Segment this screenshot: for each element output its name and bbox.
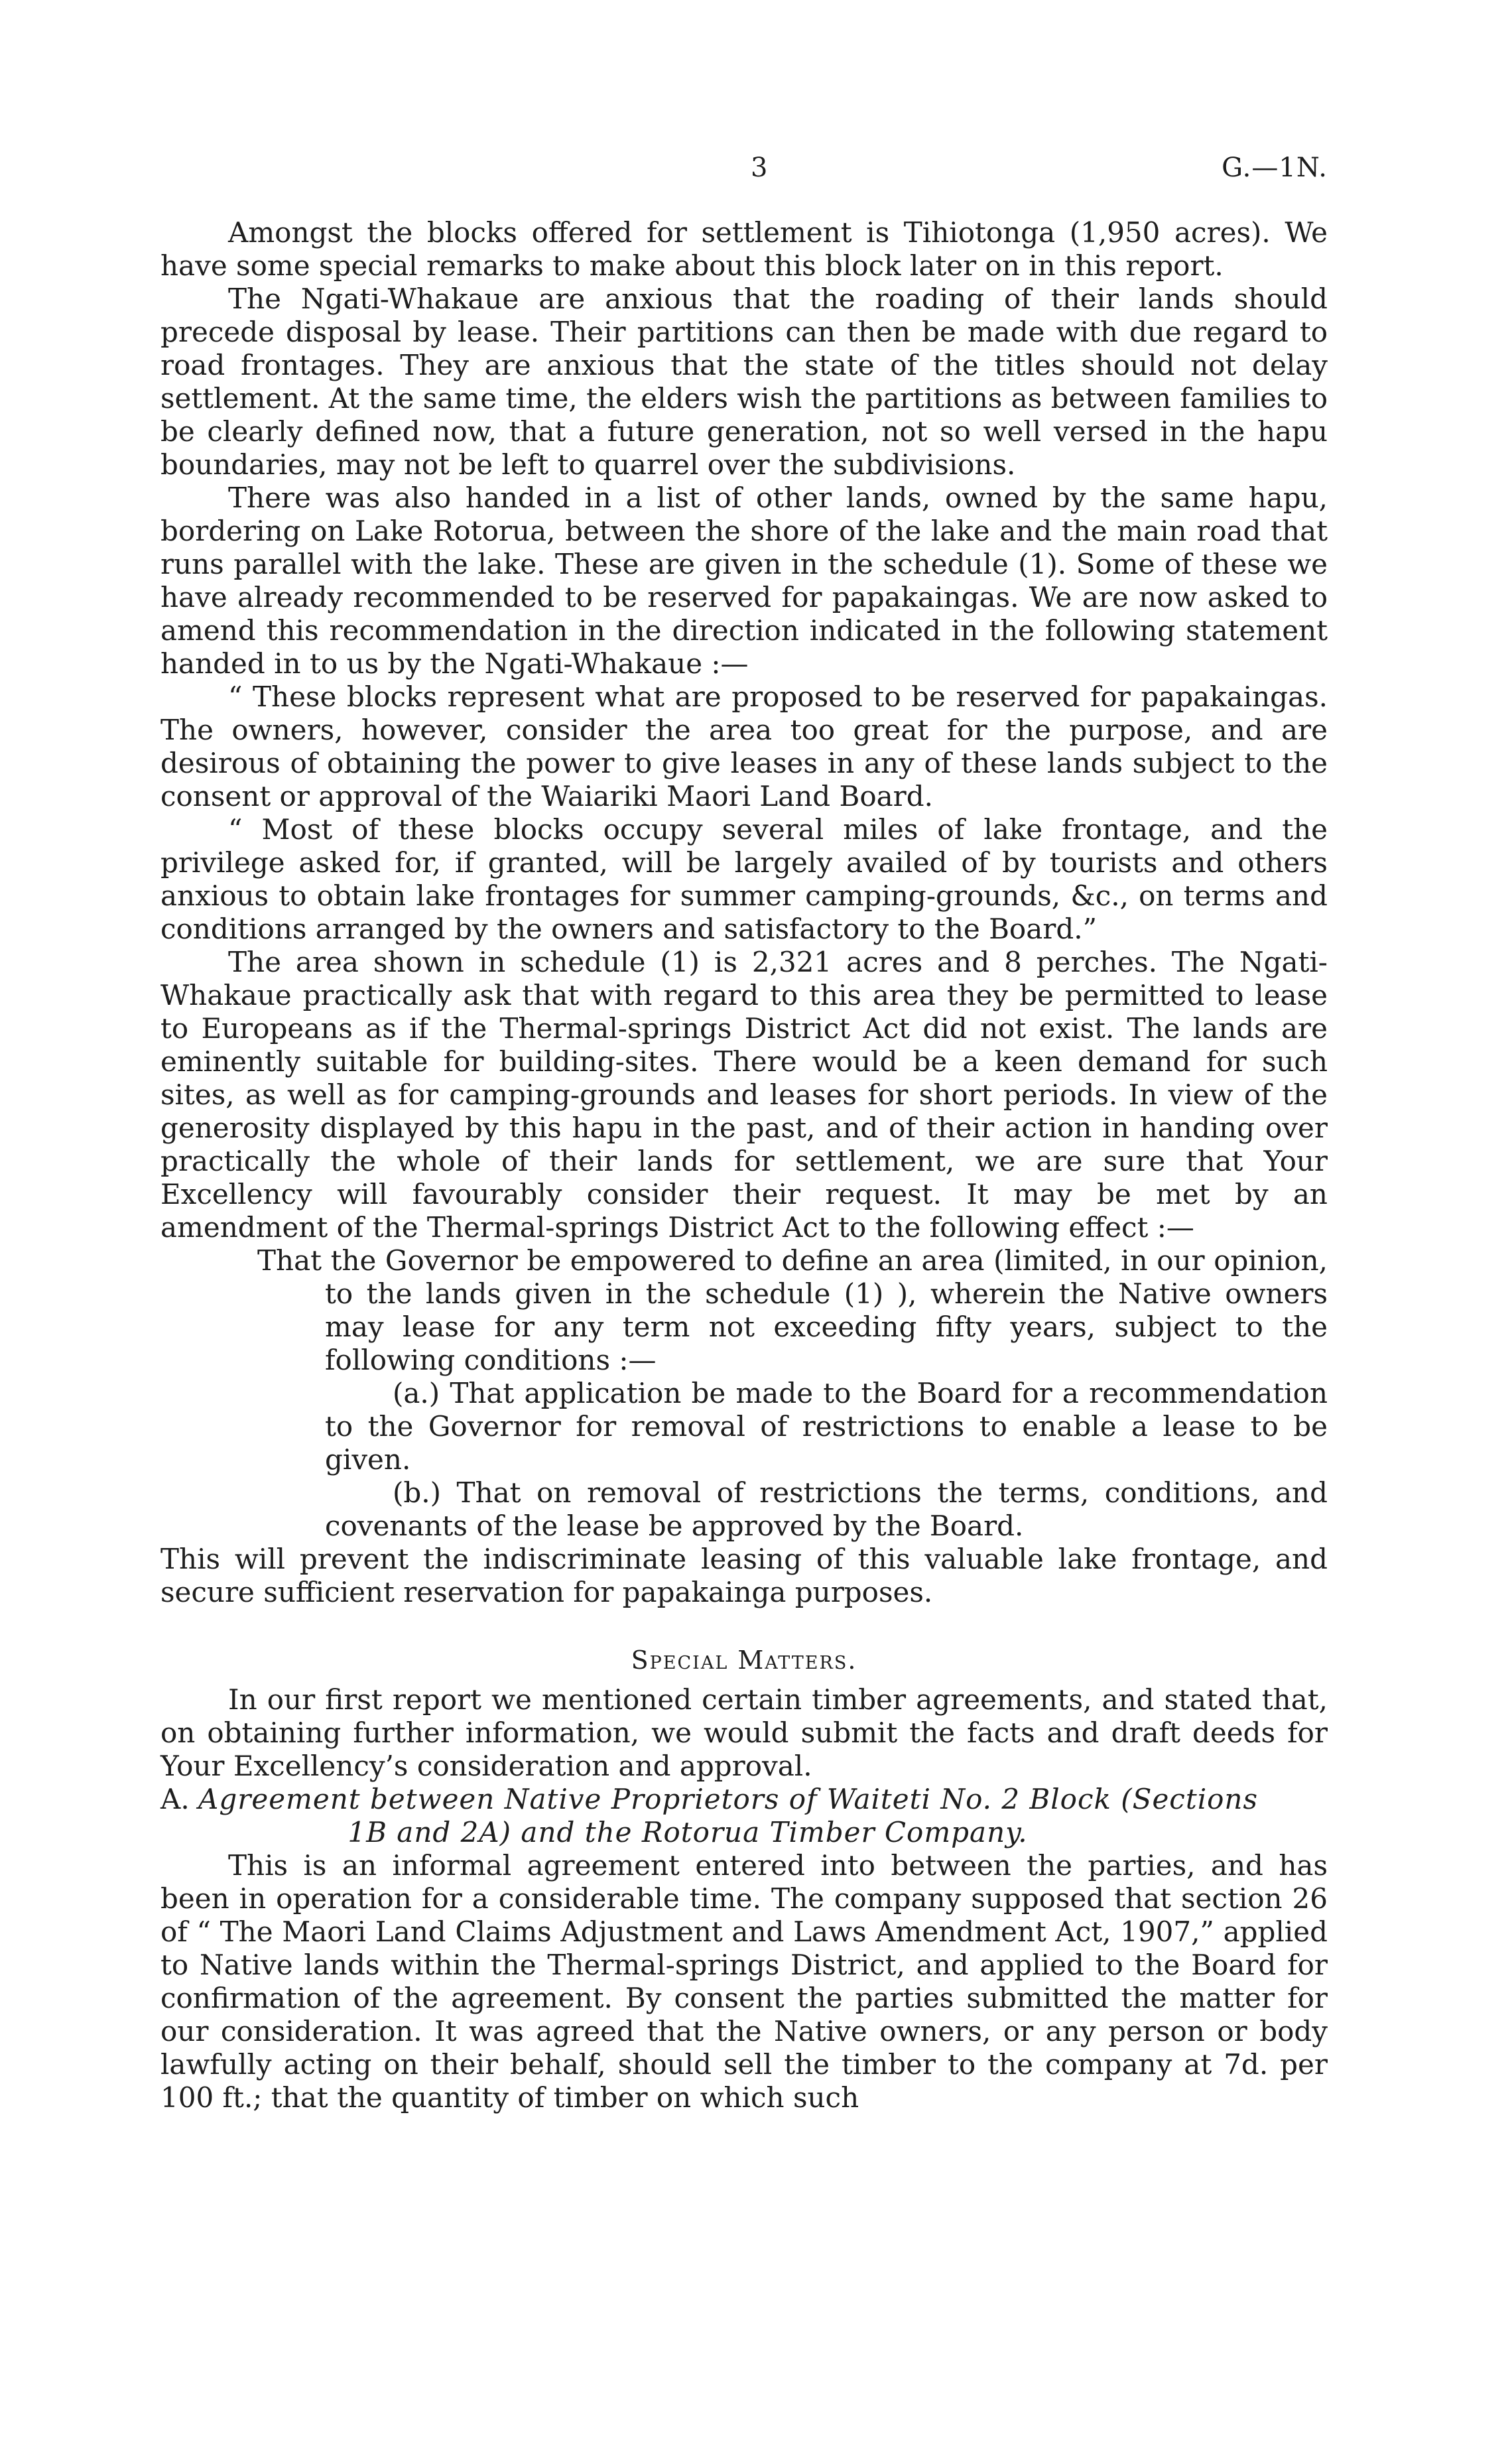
quoted-paragraph: “ Most of these blocks occupy several miles of lake frontage, and the privilege asked for, if granted, will be largely availed of by tourists and others anxious to obtain lake frontages for summer camping-grounds, &c., on terms and conditions arranged by the owners and satisfactory to the Board.” [160, 813, 1328, 945]
page-header [160, 153, 1328, 192]
proposed-amendment: That the Governor be empowered to define an area (limited, in our opinion, to the lands given in the schedule (1) ), wherein the Native owners may lease for any term not exceeding fifty years, subject to the following conditions :— [257, 1244, 1328, 1376]
condition-b: (b.) That on removal of restrictions the terms, conditions, and covenants of the lease be approved by the Board. [325, 1476, 1328, 1542]
paragraph: The area shown in schedule (1) is 2,321 acres and 8 perches. The Ngati-Whakaue practically ask that with regard to this area they be permitted to lease to Europeans as if the Thermal-springs District Act did not exist. The lands are eminently suitable for building-sites. There would be a keen demand for such sites, as well as for camping-grounds and leases for short periods. In view of the generosity displayed by this hapu in the past, and of their action in handing over practically the whole of their lands for settlement, we are sure that Your Excellency will favourably consider their request. It may be met by an amendment of the Thermal-springs District Act to the following effect :— [160, 946, 1328, 1244]
quoted-paragraph: “ These blocks represent what are proposed to be reserved for papakaingas. The owners, however, consider the area too great for the purpose, and are desirous of obtaining the power to give leases in any of these lands subject to the consent or approval of the Waiariki Maori Land Board. [160, 680, 1328, 812]
paragraph: There was also handed in a list of other lands, owned by the same hapu, bordering on Lake Rotorua, between the shore of the lake and the main road that runs parallel with the lake. These are given in the schedule (1). Some of these we have already recommended to be reserved for papakaingas. We are now asked to amend this recommendation in the direction indicated in the following statement handed in to us by the Ngati-Whakaue :— [160, 482, 1328, 680]
paragraph: In our first report we mentioned certain timber agreements, and stated that, on obtaining further information, we would submit the facts and draft deeds for Your Excellency’s consideration and approval. [160, 1683, 1328, 1782]
paragraph: The Ngati-Whakaue are anxious that the roading of their lands should precede disposal by lease. Their partitions can then be made with due regard to road frontages. They are anxious that the state of the titles should not delay settlement. At the same time, the elders wish the partitions as between families to be clearly defined now, that a future generation, not so well versed in the hapu boundaries, may not be left to quarrel over the subdivisions. [160, 283, 1328, 481]
subsection-heading [160, 1783, 1328, 1849]
subsection-letter: A. [160, 1783, 190, 1815]
paragraph: This will prevent the indiscriminate leasing of this valuable lake frontage, and secure sufficient reservation for papakainga purposes. [160, 1543, 1328, 1608]
paragraph: Amongst the blocks offered for settlement is Tihiotonga (1,950 acres). We have some special remarks to make about this block later on in this report. [160, 216, 1328, 282]
paper-reference: G.—1N. [1222, 153, 1328, 183]
document-body [160, 216, 1328, 2114]
section-heading: Special Matters. [631, 1646, 857, 1675]
page-number: 3 [751, 153, 768, 183]
condition-a: (a.) That application be made to the Board for a recommendation to the Governor for removal of restrictions to enable a lease to be given. [325, 1377, 1328, 1476]
subsection-title-line-2: 1B and 2A) and the Rotorua Timber Company. [347, 1816, 1028, 1848]
paragraph: This is an informal agreement entered into between the parties, and has been in operation for a considerable time. The company supposed that section 26 of “ The Maori Land Claims Adjustment and Laws Amendment Act, 1907,” applied to Native lands within the Thermal-springs District, and applied to the Board for confirmation of the agreement. By consent the parties submitted the matter for our consideration. It was agreed that the Native owners, or any person or body lawfully acting on their behalf, should sell the timber to the company at 7d. per 100 ft.; that the quantity of timber on which such [160, 1849, 1328, 2114]
subsection-title-line-1: Agreement between Native Proprietors of Waiteti No. 2 Block (Sections [198, 1783, 1259, 1815]
